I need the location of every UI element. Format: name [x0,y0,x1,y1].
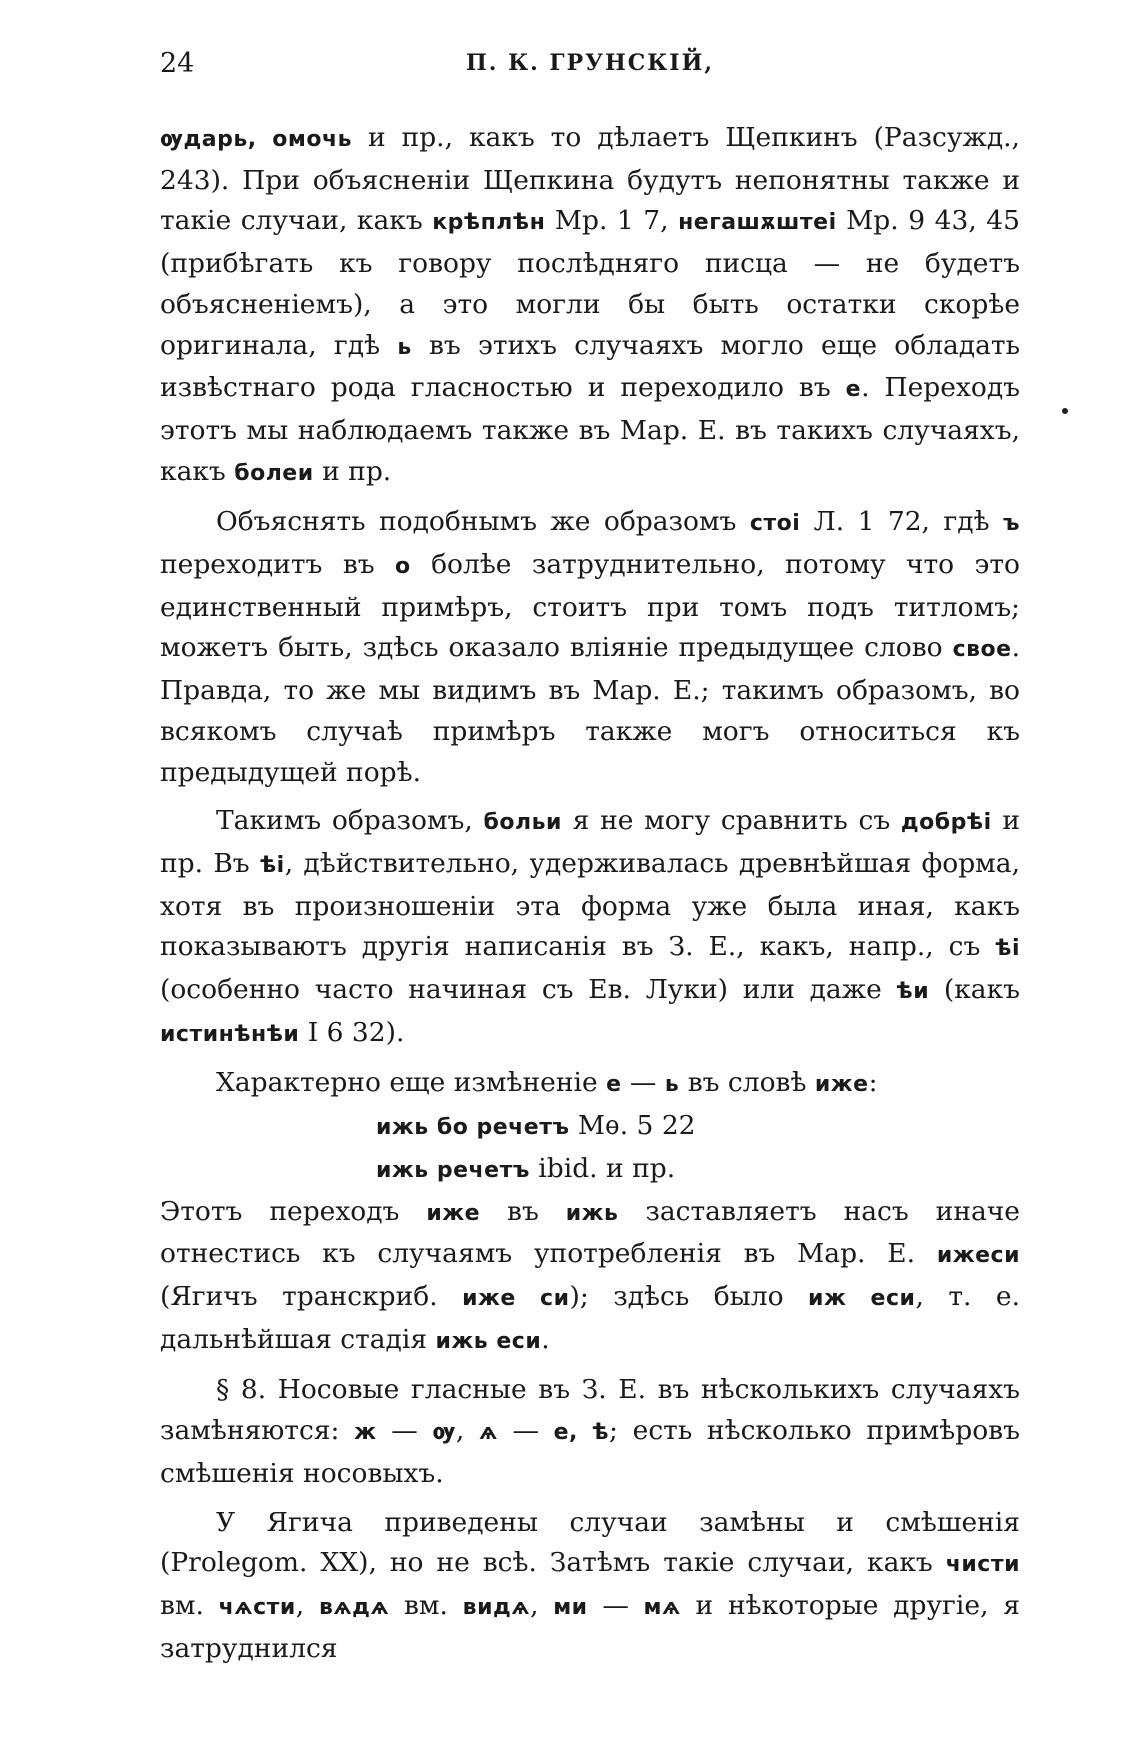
old-slavonic-term: ѣі [995,936,1020,962]
old-slavonic-term: стоі [749,511,801,537]
old-slavonic-term: добрѣі [900,810,992,836]
text-run: Мр. 1 7, [545,205,679,237]
text-run: въ этихъ случаяхъ могло еще обладать извѣстнаго рода гласностью и переходило въ [160,329,1020,404]
text-run: I 6 32). [299,1016,405,1048]
old-slavonic-term: ижь еси [435,1328,542,1354]
old-slavonic-term: ъ [1002,511,1020,537]
old-slavonic-term: негашѫштеі [678,210,837,236]
text-run: вм. [389,1589,463,1621]
old-slavonic-term: болеи [234,460,314,486]
old-slavonic-term: ь [397,334,412,360]
old-slavonic-term: ь [664,1072,680,1098]
text-run: переходитъ въ [160,549,396,581]
text-run: — [497,1415,554,1447]
old-slavonic-term: ми [553,1594,588,1620]
text-run: , дѣйствительно, удерживалась древнѣйшая форма, хотя въ произношеніи эта форма уже была иная, какъ показываютъ другія написанія въ З. Е., какъ, напр., съ [160,847,1021,963]
old-slavonic-term: ѣі [259,852,285,878]
text-run: и пр. [313,455,392,487]
old-slavonic-term: свое [952,637,1012,663]
old-slavonic-term: видѧ [462,1594,531,1620]
text-run: Объяснять подобнымъ же образомъ [216,506,750,538]
quotation-line [376,1149,1020,1192]
old-slavonic-term: крѣплѣн [432,210,546,236]
old-slavonic-term: чисти [945,1552,1020,1578]
old-slavonic-term: ижь бо речетъ [376,1115,570,1141]
text-run: ; есть нѣсколько примѣровъ смѣшенія носовыхъ. [160,1415,1020,1489]
paragraph-4 [160,1063,1020,1106]
old-slavonic-term: ижь [565,1200,619,1226]
page-number: 24 [160,48,195,79]
old-slavonic-term: иже [426,1200,481,1226]
page-header [160,48,1020,88]
text-run: У Ягича приведены случаи замѣны и смѣшенія (Prolegom. XX), но не всѣ. Затѣмъ такіе случаи, какъ [160,1506,1020,1579]
text-run: , т. е. дальнѣйшая стадія [160,1280,1020,1355]
old-slavonic-term: ижь речетъ [376,1157,530,1183]
old-slavonic-term: вѧдѧ [318,1594,390,1620]
text-run: и пр., какъ то дѣлаетъ Щепкинъ (Разсужд., 243). При объясненіи Щепкина будутъ непонятны также и такіе случаи, какъ [160,122,1020,237]
text-run: : [868,1067,878,1099]
text-run: болѣе затруднительно, потому что это единственный примѣръ, стоитъ при томъ подъ титломъ; можетъ быть, здѣсь оказало вліяніе предыдущее слово [160,549,1020,664]
text-run: въ словѣ [679,1067,815,1099]
old-slavonic-term: ижеси [936,1243,1020,1269]
text-run: , [455,1415,479,1447]
old-slavonic-term: ѹ [432,1420,456,1446]
text-run: ); здѣсь было [569,1280,809,1312]
old-slavonic-term: ѹдарь, омочь [160,127,352,152]
body-text [160,118,1020,1669]
old-slavonic-term: мѧ [643,1594,681,1620]
old-slavonic-term: иж еси [808,1285,916,1311]
old-slavonic-term: е, ѣ [553,1420,610,1446]
old-slavonic-term: е [845,377,862,403]
paragraph-6 [160,1370,1020,1494]
text-run: Этотъ переходъ [160,1195,427,1227]
old-slavonic-term: ѣи [896,979,930,1005]
old-slavonic-term: о [395,554,411,580]
paragraph-7 [160,1503,1020,1670]
quotation-line [376,1106,1020,1149]
text-run: . [541,1323,550,1355]
old-slavonic-term: ж [354,1420,377,1446]
text-run: я не могу сравнить съ [561,805,901,837]
text-run: , [530,1589,554,1621]
text-run: — [587,1589,644,1621]
old-slavonic-term: иже си [462,1285,570,1311]
quotation-block [160,1106,1020,1191]
paragraph-2 [160,502,1020,793]
text-run: . Переходъ этотъ мы наблюдаемъ также въ Мар. Е. въ такихъ случаяхъ, какъ [160,372,1020,487]
old-slavonic-term: иже [814,1072,869,1098]
text-run: Л. 1 72, гдѣ [800,506,1003,538]
text-run: Мѳ. 5 22 [569,1110,696,1142]
text-run: (Ягичъ транскриб. [160,1280,463,1312]
running-title: П. К. ГРУНСКІЙ, [465,50,715,76]
text-run: и нѣкоторые другіе, я затруднился [160,1589,1020,1664]
text-run: § 8. Носовые гласные въ З. Е. въ нѣсколькихъ случаяхъ замѣняются: [160,1374,1020,1447]
text-run: (какъ [929,974,1020,1006]
text-run: Мр. 9 43, 45 (прибѣгать къ говору послѣдняго писца — не будетъ объясненіемъ), а это могли бы быть остатки скорѣе оригинала, гдѣ [160,205,1020,361]
text-run: (особенно часто начиная съ Ев. Луки) или даже [160,974,897,1006]
text-run: Характерно еще измѣненіе [216,1067,607,1099]
old-slavonic-term: ѧ [478,1420,498,1446]
text-run: вм. [160,1589,219,1621]
text-run: и пр. Въ [160,805,1020,879]
paragraph-1 [160,118,1020,494]
text-run: въ [480,1195,566,1227]
text-run: ibid. и пр. [529,1152,676,1184]
old-slavonic-term: чѧсти [218,1594,296,1620]
text-run: Такимъ образомъ, [216,805,484,837]
paragraph-5 [160,1192,1020,1363]
old-slavonic-term: больи [483,810,562,836]
text-run: . Правда, то же мы видимъ въ Мар. Е.; такимъ образомъ, во всякомъ случаѣ примѣръ также могъ относиться къ предыдущей порѣ. [160,632,1020,788]
old-slavonic-term: е [606,1072,622,1098]
paragraph-3 [160,801,1020,1055]
text-run: , [295,1589,319,1621]
old-slavonic-term: истинѣнѣи [160,1021,300,1047]
ink-speck [1062,408,1068,414]
text-run: заставляетъ насъ иначе отнестись къ случаямъ употребленія въ Мар. Е. [160,1195,1020,1270]
text-run: — [376,1415,433,1447]
text-run: — [621,1067,665,1099]
